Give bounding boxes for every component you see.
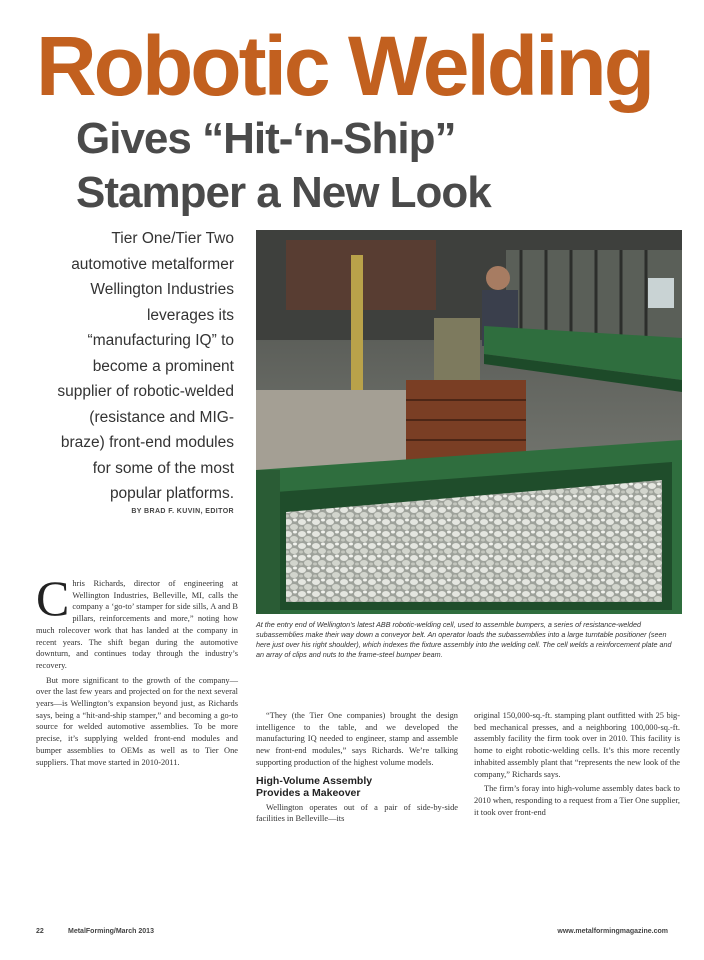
byline: BY BRAD F. KUVIN, EDITOR bbox=[131, 508, 234, 515]
deck-line: “manufacturing IQ” to bbox=[87, 332, 234, 349]
subtitle-line-2: Stamper a New Look bbox=[76, 168, 491, 217]
subhead-line-2: Provides a Makeover bbox=[256, 786, 361, 799]
headline-title: Robotic Welding bbox=[36, 19, 653, 113]
deck-line: leverages its bbox=[146, 306, 234, 324]
deck-line: supplier of robotic-welded bbox=[57, 383, 234, 400]
body-paragraph bbox=[36, 570, 238, 672]
deck-line: automotive metalformer bbox=[71, 255, 234, 273]
deck-line: popular platforms. bbox=[109, 485, 234, 502]
footer-website[interactable]: www.metalformingmagazine.com bbox=[557, 928, 668, 935]
body-paragraph: Wellington operates out of a pair of side-by-side facilities in Belleville—its bbox=[256, 802, 458, 824]
body-paragraph: But more significant to the growth of the company—over the last few years and projected on for the next several years—is Wellington’s expansion beyond just, as Richards says, being a “hit-and-ship stamper,” and becoming a go-to source for welded automotive assemblies. To be more precise, it’s supplying welded front-end modules and bumper assemblies to OEMs as well as to Tier One suppliers. That move started in 2010-2011. bbox=[36, 675, 238, 767]
footer-magazine-issue: MetalForming/March 2013 bbox=[68, 928, 154, 935]
deck-line: (resistance and MIG- bbox=[89, 408, 234, 426]
deck-line: become a prominent bbox=[92, 357, 234, 375]
deck-line: Wellington Industries bbox=[90, 281, 234, 298]
subtitle-line-1: Gives “Hit-‘n-Ship” bbox=[76, 114, 456, 163]
paragraph-text: hris Richards, director of engineering at Wellington Industries, Belleville, MI, calls the company a ‘go-to’ stamper for side sills, A and B pillars, reinforcements and more,” noting how much rolecover work that has landed at the company in recent years. The shift began during the automotive downturn, and continues today through the industry’s recovery. bbox=[36, 579, 238, 670]
deck-line: braze) front-end modules bbox=[60, 434, 234, 451]
body-column-3 bbox=[474, 710, 680, 821]
body-paragraph: The firm’s foray into high-volume assembly dates back to 2010 when, responding to a request from a Tier One supplier, it took over front-end bbox=[474, 784, 680, 817]
body-paragraph: original 150,000-sq.-ft. stamping plant outfitted with 25 big-bed mechanical presses, and a neighboring 100,000-sq.-ft. assembly facility the firm took over in 2010. This facility is home to eight robotic-welding cells. It’s this more recently inhabited assembly plant that “represents the new look of the company,” Richards says. bbox=[474, 711, 680, 779]
deck-line: for some of the most bbox=[92, 459, 234, 477]
subhead-line-1: High-Volume Assembly bbox=[256, 774, 373, 787]
deck-line: Tier One/Tier Two bbox=[111, 230, 234, 247]
photo-caption: At the entry end of Wellington’s latest ABB robotic-welding cell, used to assemble bumpers, a series of resistance-welded subassemblies make their way down a conveyor belt. An operator loads the subassemblies into a large turntable positioner (seen here just over his right shoulder), which indexes the fixture assembly into the welding cell. The cell welds a reinforcement plate and an array of clips and nuts to the frame-steel bumper beam. bbox=[256, 620, 672, 659]
footer-page-number: 22 bbox=[36, 928, 44, 935]
headline-subtitle bbox=[76, 112, 491, 220]
body-paragraph: “They (the Tier One companies) brought the design intelligence to the table, and we developed the manufacturing IQ needed to engineer, stamp and assemble new front-end modules,” says Richards. We’re talking supporting production of the highest volume models. bbox=[256, 711, 458, 767]
drop-cap: C bbox=[36, 570, 70, 626]
body-column-2 bbox=[256, 710, 458, 828]
section-subhead bbox=[256, 775, 458, 799]
welding-cell-photo bbox=[256, 230, 682, 614]
body-column-1 bbox=[36, 570, 238, 771]
article-deck bbox=[30, 226, 234, 507]
